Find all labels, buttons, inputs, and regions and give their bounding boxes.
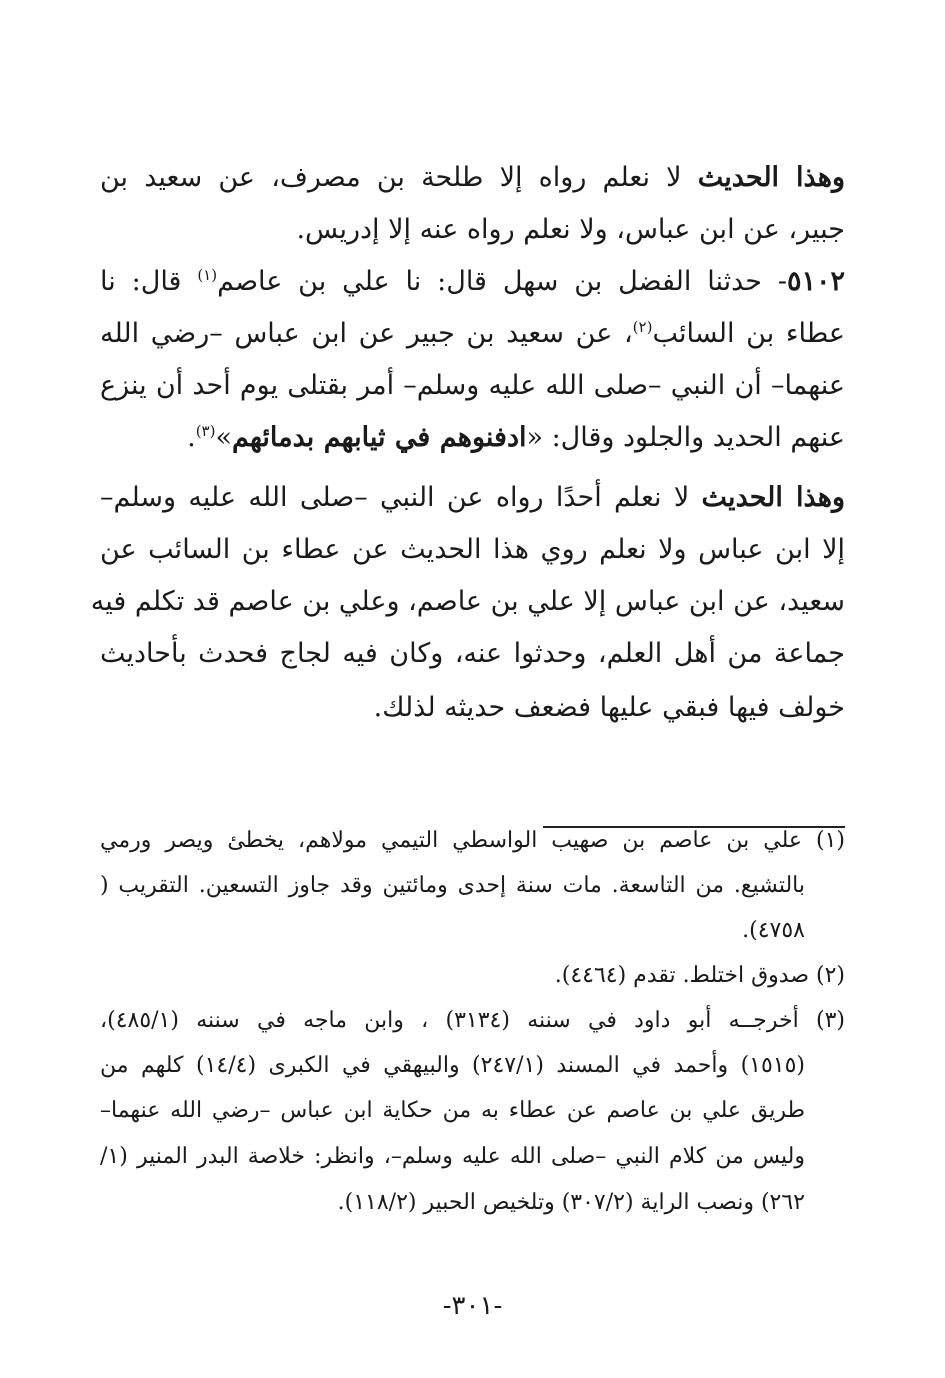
footnote-3-line4: وليس من كلام النبي –صلى الله عليه وسلم–، وانظر: خلاصة البدر المنير (١/ — [100, 1144, 805, 1169]
para2-line4-text-b: » — [215, 422, 232, 453]
para1-lead-bold: وهذا الحديث — [697, 162, 845, 193]
para3-line3: سعيد، عن ابن عباس إلا علي بن عاصم، وعلي بن عاصم قد تكلم فيه — [90, 586, 845, 617]
para1-line1 — [100, 158, 845, 198]
para2-line4 — [100, 418, 845, 458]
para2-line1-text-b: قال: نا — [100, 266, 198, 297]
para3-line5: خولف فيها فبقي عليها فضعف حديثه لذلك. — [373, 692, 845, 723]
para2-line2-text-a: عطاء بن السائب — [652, 318, 846, 349]
hadith-quote: ادفنوهم في ثيابهم بدمائهم — [232, 422, 527, 453]
para2-line3: عنهما– أن النبي –صلى الله عليه وسلم– أمر بقتلى يوم أحد أن ينزع — [100, 370, 845, 401]
para3-line2: إلا ابن عباس ولا نعلم روي هذا الحديث عن عطاء بن السائب عن — [100, 534, 845, 565]
para2-line1 — [100, 262, 845, 302]
hadith-number: ٥١٠٢ — [786, 266, 845, 297]
page-number: -٣٠١- — [442, 1291, 503, 1321]
footnote-3-line3: طريق علي بن عاصم عن عطاء به من حكاية ابن عباس –رضي الله عنهما– — [100, 1098, 805, 1123]
para2-line1-text-a: - حدثنا الفضل بن سهل قال: نا علي بن عاصم — [217, 266, 787, 297]
footnote-marker-3[interactable]: (٣) — [195, 422, 216, 440]
footnote-1-line1: (١) علي بن عاصم بن صهيب الواسطي التيمي مولاهم، يخطئ ويصر ورمي — [100, 828, 845, 853]
para2-line2 — [100, 314, 845, 354]
footnote-3-line5: ٢٦٢) ونصب الراية (٣٠٧/٢) وتلخيص الحبير (١١٨/٢). — [337, 1190, 805, 1215]
para3-line1 — [100, 478, 845, 518]
para2-line4-text-a: عنهم الحديد والجلود وقال: « — [526, 422, 845, 453]
para1-line1-text: لا نعلم رواه إلا طلحة بن مصرف، عن سعيد بن — [100, 162, 698, 193]
footnote-marker-2[interactable]: (٢) — [632, 318, 653, 336]
para2-line4-text-c: . — [187, 422, 196, 453]
footnote-3-line1: (٣) أخرجــه أبو داود في سننه (٣١٣٤) ، وابن ماجه في سننه (٤٨٥/١)، — [100, 1008, 845, 1033]
footnote-marker-1[interactable]: (١) — [197, 266, 218, 284]
para3-line1-text: لا نعلم أحدًا رواه عن النبي –صلى الله عليه وسلم– — [100, 482, 702, 513]
para1-line2: جبير، عن ابن عباس، ولا نعلم رواه عنه إلا إدريس. — [296, 214, 845, 245]
para2-line2-text-b: ، عن سعيد بن جبير عن ابن عباس –رضي الله — [100, 318, 633, 349]
footnote-3-line2: (١٥١٥) وأحمد في المسند (٢٤٧/١) والبيهقي في الكبرى (١٤/٤) كلهم من — [100, 1053, 806, 1078]
para3-lead-bold: وهذا الحديث — [701, 482, 845, 513]
footnote-2-line1: (٢) صدوق اختلط. تقدم (٤٤٦٤). — [554, 963, 845, 988]
para3-line4: جماعة من أهل العلم، وحدثوا عنه، وكان فيه لجاج فحدث بأحاديث — [100, 638, 845, 669]
footnote-1-line2: بالتشيع. من التاسعة. مات سنة إحدى ومائتين وقد جاوز التسعين. التقريب ( — [100, 873, 805, 898]
footnote-1-line3: ٤٧٥٨). — [742, 918, 805, 943]
